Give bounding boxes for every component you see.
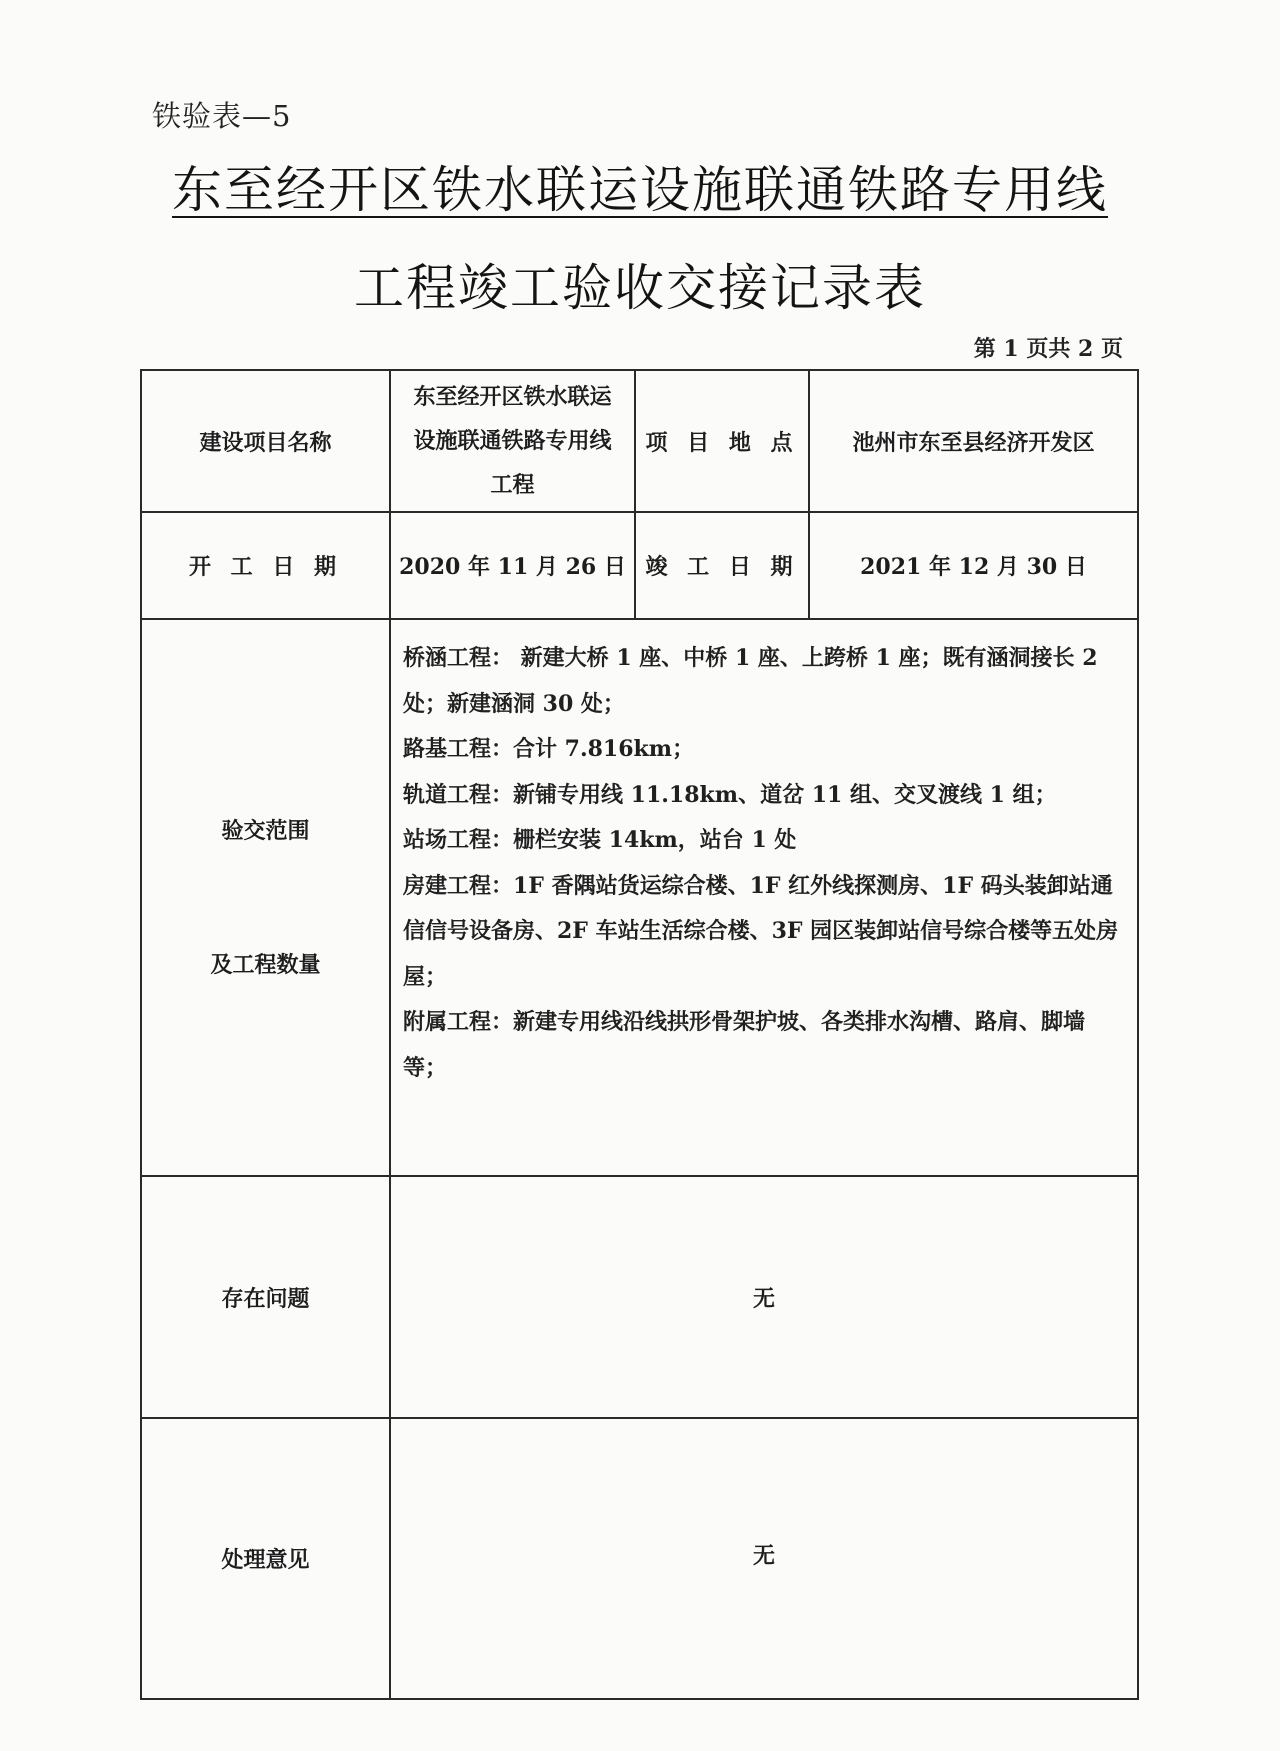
page-number: 第 1 页共 2 页 [973, 336, 1123, 362]
scope-line-ancillary: 附属工程：新建专用线沿线拱形骨架护坡、各类排水沟槽、路肩、脚墙等； [403, 1009, 1086, 1081]
project-name-value: 东至经开区铁水联运设施联通铁路专用线工程 [390, 370, 635, 512]
table-row-scope [141, 619, 1138, 1176]
scope-line-track: 轨道工程：新铺专用线 11.18km、道岔 11 组、交叉渡线 1 组； [403, 781, 1057, 808]
table-row-issues [141, 1176, 1138, 1418]
document-title-line2: 工程竣工验收交接记录表 [354, 259, 926, 317]
scope-label-line2: 及工程数量 [210, 951, 321, 978]
opinion-label: 处理意见 [141, 1418, 390, 1699]
table-row-dates [141, 512, 1138, 619]
end-date-label: 竣 工 日 期 [635, 512, 809, 619]
start-date-label: 开 工 日 期 [141, 512, 390, 619]
document-title-line1 [0, 150, 1280, 222]
project-name-label: 建设项目名称 [141, 370, 390, 512]
end-date-value: 2021 年 12 月 30 日 [809, 512, 1138, 619]
scope-label-line1: 验交范围 [221, 817, 310, 844]
opinion-value: 无 [390, 1418, 1138, 1699]
form-code: 铁验表—5 [152, 99, 292, 133]
scope-line-station: 站场工程：栅栏安装 14km，站台 1 处 [403, 827, 797, 853]
scope-line-subgrade: 路基工程：合计 7.816km； [403, 736, 695, 762]
start-date-value: 2020 年 11 月 26 日 [390, 512, 635, 619]
scope-content [390, 619, 1138, 1176]
scope-label [141, 619, 390, 1176]
location-value: 池州市东至县经济开发区 [809, 370, 1138, 512]
table-row-project [141, 370, 1138, 512]
issues-value: 无 [390, 1176, 1138, 1418]
document-title-line1-text: 东至经开区铁水联运设施联通铁路专用线 [172, 161, 1108, 219]
scope-line-buildings: 房建工程：1F 香隅站货运综合楼、1F 红外线探测房、1F 码头装卸站通信信号设备房、2F 车站生活综合楼、3F 园区装卸站信号综合楼等五处房屋； [403, 872, 1119, 990]
issues-label: 存在问题 [141, 1176, 390, 1418]
scope-line-bridges: 桥涵工程： 新建大桥 1 座、中桥 1 座、上跨桥 1 座；既有涵洞接长 2 处；新建涵洞 30 处； [403, 645, 1098, 717]
acceptance-record-table [140, 369, 1139, 1700]
table-row-opinion [141, 1418, 1138, 1699]
location-label: 项 目 地 点 [635, 370, 809, 512]
